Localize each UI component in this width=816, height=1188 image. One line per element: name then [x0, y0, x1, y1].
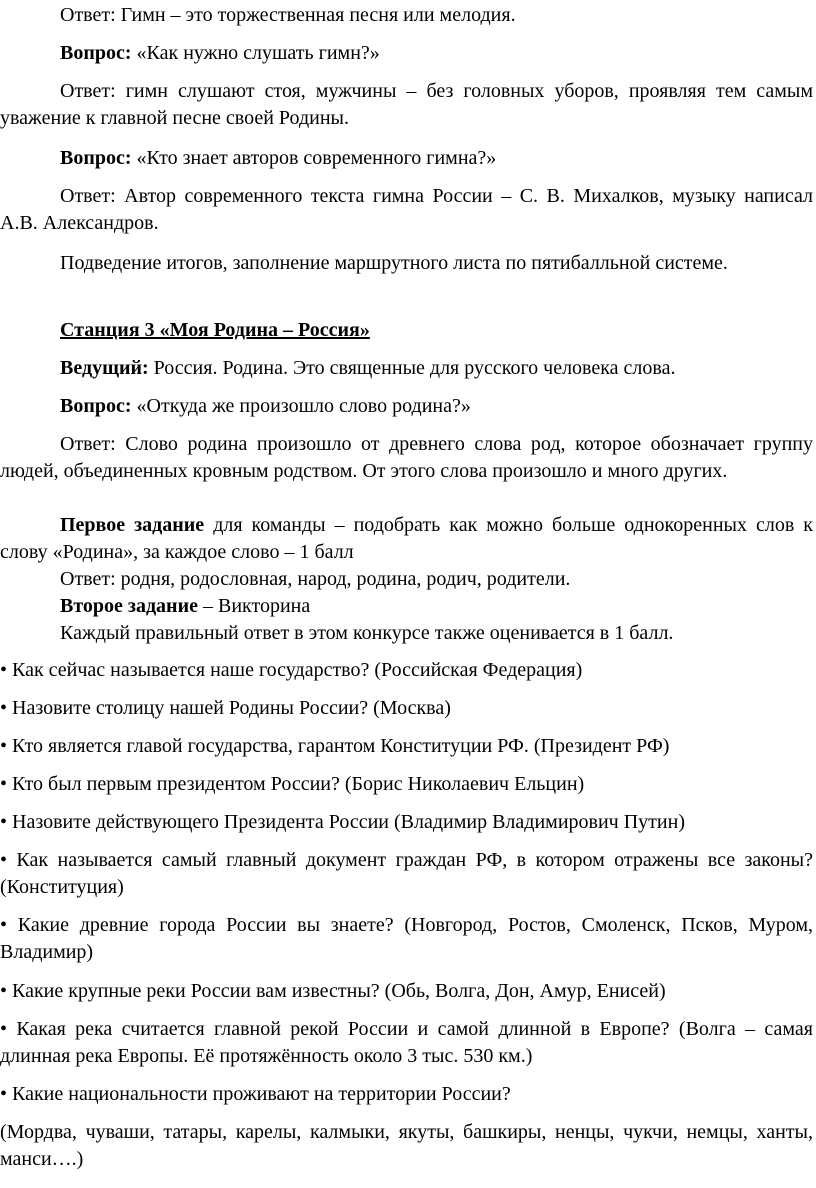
quiz-item: [0, 847, 813, 901]
quiz-item-text: • Кто является главой государства, гарантом Конституции РФ. (Президент РФ): [0, 735, 670, 757]
host-text: Россия. Родина. Это священные для русского человека слова.: [148, 357, 676, 379]
quiz-item-text: • Как сейчас называется наше государство? (Российская Федерация): [0, 659, 583, 681]
task-text: – Викторина: [197, 595, 311, 617]
task-label: Первое задание: [60, 514, 205, 536]
question-label: Вопрос:: [60, 42, 132, 64]
quiz-item: [0, 771, 813, 798]
summary-paragraph: [0, 250, 813, 277]
answer-text: Ответ: Гимн – это торжественная песня или мелодия.: [60, 4, 516, 26]
question-paragraph: [0, 145, 813, 172]
answer-paragraph: [0, 431, 813, 485]
quiz-answer-list: [0, 1119, 813, 1173]
question-text: «Кто знает авторов современного гимна?»: [131, 147, 497, 169]
quiz-item-text: • Какие древние города России вы знаете? (Новгород, Ростов, Смоленск, Псков, Муром, Владимир): [0, 914, 813, 963]
quiz-item-text: • Назовите столицу нашей Родины России? (Москва): [0, 697, 451, 719]
task-paragraph: [0, 512, 813, 566]
quiz-item-text: • Как называется самый главный документ граждан РФ, в котором отражены все законы? (Конституция): [0, 849, 813, 898]
quiz-item: [0, 809, 813, 836]
quiz-item: [0, 978, 813, 1005]
summary-text: Подведение итогов, заполнение маршрутного листа по пятибалльной системе.: [60, 252, 728, 274]
question-paragraph: [0, 40, 813, 67]
answer-text: Ответ: Автор современного текста гимна России – С. В. Михалков, музыку написал А.В. Александров.: [0, 185, 813, 234]
station-heading: [0, 317, 813, 344]
answer-paragraph: [0, 2, 813, 29]
answer-paragraph: [0, 566, 813, 593]
host-paragraph: [0, 355, 813, 382]
answer-paragraph: [0, 183, 813, 237]
quiz-item-text: • Какие национальности проживают на территории России?: [0, 1083, 511, 1105]
task-text: для команды – подобрать как можно больше однокоренных слов к слову «Родина», за каждое слово – 1 балл: [0, 514, 813, 563]
question-label: Вопрос:: [60, 147, 132, 169]
question-text: «Откуда же произошло слово родина?»: [131, 395, 471, 417]
answer-text: Ответ: родня, родословная, народ, родина, родич, родители.: [60, 568, 571, 590]
question-label: Вопрос:: [60, 395, 132, 417]
quiz-item: [0, 912, 813, 966]
answer-paragraph: [0, 78, 813, 132]
quiz-item-text: • Какая река считается главной рекой России и самой длинной в Европе? (Волга – самая длинная река Европы. Её протяжённость около 3 тыс. 530 км.): [0, 1018, 813, 1067]
station-title: Станция 3 «Моя Родина – Россия»: [60, 319, 370, 341]
scoring-text: Каждый правильный ответ в этом конкурсе также оценивается в 1 балл.: [60, 622, 674, 644]
task-paragraph: [0, 593, 813, 620]
task-label: Второе задание: [60, 595, 198, 617]
quiz-item-text: • Какие крупные реки России вам известны? (Обь, Волга, Дон, Амур, Енисей): [0, 980, 666, 1002]
quiz-item: [0, 733, 813, 760]
answer-text: Ответ: Слово родина произошло от древнего слова род, которое обозначает группу людей, объединенных кровным родством. От этого слова произошло и много других.: [0, 433, 813, 482]
answer-text: Ответ: гимн слушают стоя, мужчины – без головных уборов, проявляя тем самым уважение к главной песне своей Родины.: [0, 80, 813, 129]
quiz-item-text: (Мордва, чуваши, татары, карелы, калмыки, якуты, башкиры, ненцы, чукчи, немцы, ханты, манси….): [0, 1121, 813, 1170]
quiz-item: [0, 657, 813, 684]
quiz-item: [0, 695, 813, 722]
quiz-item: [0, 1081, 813, 1108]
quiz-item-text: • Назовите действующего Президента России (Владимир Владимирович Путин): [0, 811, 685, 833]
quiz-item: [0, 1016, 813, 1070]
quiz-item-text: • Кто был первым президентом России? (Борис Николаевич Ельцин): [0, 773, 585, 795]
question-paragraph: [0, 393, 813, 420]
question-text: «Как нужно слушать гимн?»: [131, 42, 380, 64]
host-label: Ведущий:: [60, 357, 149, 379]
scoring-paragraph: [0, 620, 813, 647]
